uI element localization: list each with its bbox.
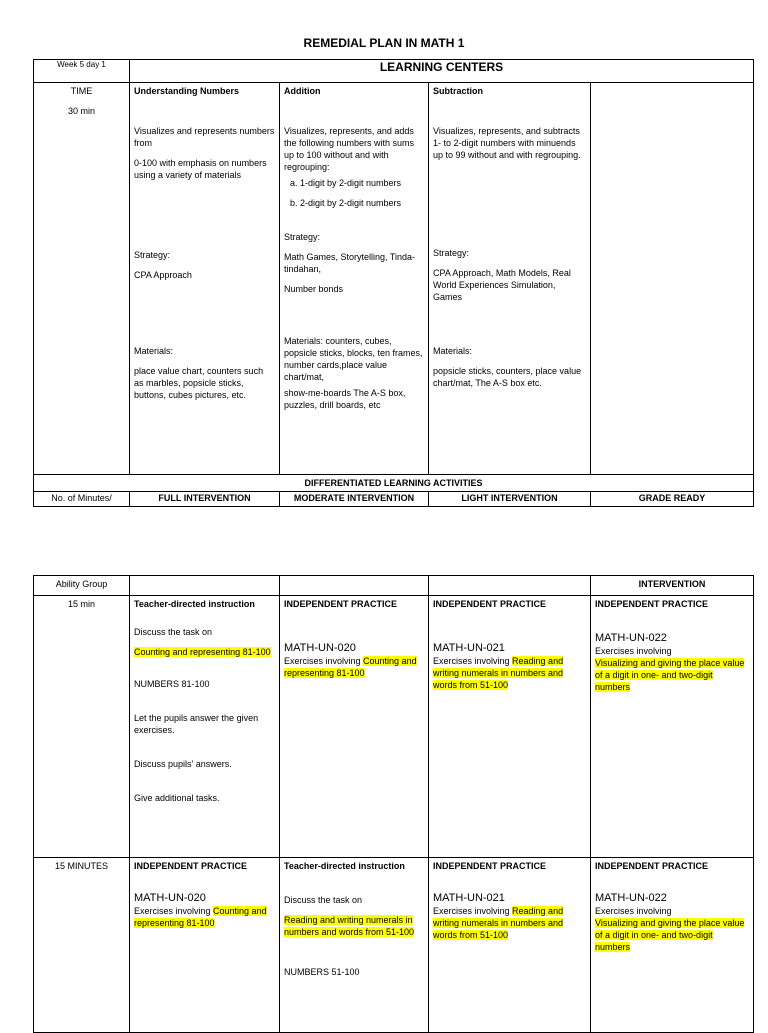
dla-header: DIFFERENTIATED LEARNING ACTIVITIES — [34, 475, 754, 492]
row2-time: 15 MINUTES — [34, 858, 130, 1033]
understanding-desc-1: Visualizes and represents numbers from — [134, 126, 275, 148]
intervention-header: INTERVENTION — [591, 576, 754, 596]
ability-group-header: Ability Group — [34, 576, 130, 596]
week-label-cell — [34, 60, 130, 83]
subtraction-desc: Visualizes, represents, and subtracts 1- to 2-digit numbers with minuends up to 99 without and with regrouping. — [433, 126, 581, 160]
subtraction-heading: Subtraction — [433, 86, 484, 96]
row2-full-cell — [130, 858, 280, 1033]
row1-full-discuss-answers: Discuss pupils' answers. — [134, 759, 232, 769]
row2-full-heading: INDEPENDENT PRACTICE — [134, 861, 248, 871]
learning-centers-header — [130, 60, 754, 83]
addition-heading: Addition — [284, 86, 321, 96]
row1-grade-pre: Exercises involving — [595, 646, 672, 656]
row1-time: 15 min — [34, 596, 130, 858]
time-cell — [34, 83, 130, 475]
addition-materials-1: Materials: counters, cubes, popsicle sticks, blocks, ten frames, number cards,place value chart/mat, — [284, 336, 423, 382]
row2-grade-cell — [591, 858, 754, 1033]
understanding-desc-2: 0-100 with emphasis on numbers using a variety of materials — [134, 158, 267, 180]
full-intervention-header: FULL INTERVENTION — [130, 492, 280, 507]
row1-moderate-pre: Exercises involving — [284, 656, 364, 666]
addition-desc: Visualizes, represents, and adds the following numbers with sums up to 100 without and with regrouping: — [284, 126, 415, 172]
row2-full-highlight: Counting and representing 81-100 — [134, 906, 267, 928]
row1-grade-cell — [591, 596, 754, 858]
row1-light-text — [433, 655, 586, 691]
addition-strategy-1: Math Games, Storytelling, Tinda-tindahan, — [284, 252, 416, 274]
row2-moderate-heading: Teacher-directed instruction — [284, 861, 405, 871]
addition-strategy-2: Number bonds — [284, 284, 344, 294]
blank-header-1 — [130, 576, 280, 596]
minutes-header: No. of Minutes/ — [34, 492, 130, 507]
row2-moderate-topic — [284, 914, 424, 938]
row2-light-cell — [429, 858, 591, 1033]
row1-full-topic — [134, 646, 275, 658]
row1-full-let: Let the pupils answer the given exercises. — [134, 713, 259, 735]
row2-grade-heading: INDEPENDENT PRACTICE — [595, 861, 709, 871]
light-intervention-header: LIGHT INTERVENTION — [429, 492, 591, 507]
addition-item-a: a. 1-digit by 2-digit numbers — [300, 177, 424, 189]
row2-light-heading: INDEPENDENT PRACTICE — [433, 861, 547, 871]
addition-list — [284, 177, 424, 209]
row1-full-numbers: NUMBERS 81-100 — [134, 679, 210, 689]
empty-cell — [591, 83, 754, 475]
row2-moderate-numbers: NUMBERS 51-100 — [284, 967, 360, 977]
moderate-intervention-header: MODERATE INTERVENTION — [280, 492, 429, 507]
row2-light-text — [433, 905, 586, 941]
understanding-strategy-label: Strategy: — [134, 250, 171, 260]
row1-full-cell — [130, 596, 280, 858]
row2-light-code: MATH-UN-021 — [433, 892, 505, 904]
row1-moderate-code: MATH-UN-020 — [284, 642, 356, 654]
blank-header-3 — [429, 576, 591, 596]
row2-grade-text — [595, 917, 749, 953]
row2-grade-pre: Exercises involving — [595, 906, 672, 916]
row1-grade-heading: INDEPENDENT PRACTICE — [595, 599, 709, 609]
row2-moderate-discuss: Discuss the task on — [284, 895, 363, 905]
row1-moderate-heading: INDEPENDENT PRACTICE — [284, 599, 398, 609]
row1-grade-highlight: Visualizing and giving the place value of a digit in one- and two-digit numbers — [595, 658, 745, 692]
understanding-materials: place value chart, counters such as marbles, popsicle sticks, buttons, cubes pictures, etc. — [134, 366, 264, 400]
row1-light-highlight: Reading and writing numerals in numbers and words from 51-100 — [433, 656, 564, 690]
blank-header-2 — [280, 576, 429, 596]
grade-ready-header: GRADE READY — [591, 492, 754, 507]
row2-light-pre: Exercises involving — [433, 906, 513, 916]
subtraction-strategy-label: Strategy: — [433, 248, 470, 258]
time-value: 30 min — [67, 106, 95, 116]
learning-centers-title: LEARNING CENTERS — [379, 60, 504, 74]
subtraction-strategy: CPA Approach, Math Models, Real World Experiences Simulation, Games — [433, 268, 571, 302]
row1-moderate-cell — [280, 596, 429, 858]
row1-full-topic-highlight: Counting and representing 81-100 — [134, 647, 271, 657]
row1-light-code: MATH-UN-021 — [433, 642, 505, 654]
time-label: TIME — [70, 86, 93, 96]
understanding-materials-label: Materials: — [134, 346, 174, 356]
row2-light-highlight: Reading and writing numerals in numbers and words from 51-100 — [433, 906, 564, 940]
row1-light-pre: Exercises involving — [433, 656, 513, 666]
week-label: Week 5 day 1 — [57, 60, 106, 69]
row1-light-cell — [429, 596, 591, 858]
subtraction-materials-label: Materials: — [433, 346, 473, 356]
row2-full-pre: Exercises involving — [134, 906, 214, 916]
addition-strategy-label: Strategy: — [284, 232, 321, 242]
row1-full-heading: Teacher-directed instruction — [134, 599, 255, 609]
understanding-strategy: CPA Approach — [134, 270, 192, 280]
addition-item-b: b. 2-digit by 2-digit numbers — [300, 197, 424, 209]
addition-cell — [280, 83, 429, 475]
row2-grade-highlight: Visualizing and giving the place value of a digit in one- and two-digit numbers — [595, 918, 745, 952]
subtraction-materials: popsicle sticks, counters, place value chart/mat, The A-S box etc. — [433, 366, 582, 388]
understanding-numbers-cell — [130, 83, 280, 475]
row1-full-discuss: Discuss the task on — [134, 627, 213, 637]
addition-materials-2: show-me-boards The A-S box, puzzles, drill boards, etc — [284, 388, 406, 410]
subtraction-cell — [429, 83, 591, 475]
ability-group-table — [33, 575, 754, 1033]
document-title: REMEDIAL PLAN IN MATH 1 — [303, 36, 465, 50]
row2-grade-code: MATH-UN-022 — [595, 892, 667, 904]
row1-full-give: Give additional tasks. — [134, 793, 220, 803]
row2-full-code: MATH-UN-020 — [134, 892, 206, 904]
row1-grade-text — [595, 657, 749, 693]
row2-moderate-cell — [280, 858, 429, 1033]
understanding-numbers-heading: Understanding Numbers — [134, 86, 240, 96]
learning-centers-table — [33, 59, 754, 507]
row1-grade-code: MATH-UN-022 — [595, 632, 667, 644]
row1-moderate-text — [284, 655, 424, 679]
row2-moderate-highlight: Reading and writing numerals in numbers and words from 51-100 — [284, 915, 415, 937]
row1-moderate-highlight: Counting and representing 81-100 — [284, 656, 417, 678]
row2-full-text — [134, 905, 275, 929]
row1-light-heading: INDEPENDENT PRACTICE — [433, 599, 547, 609]
